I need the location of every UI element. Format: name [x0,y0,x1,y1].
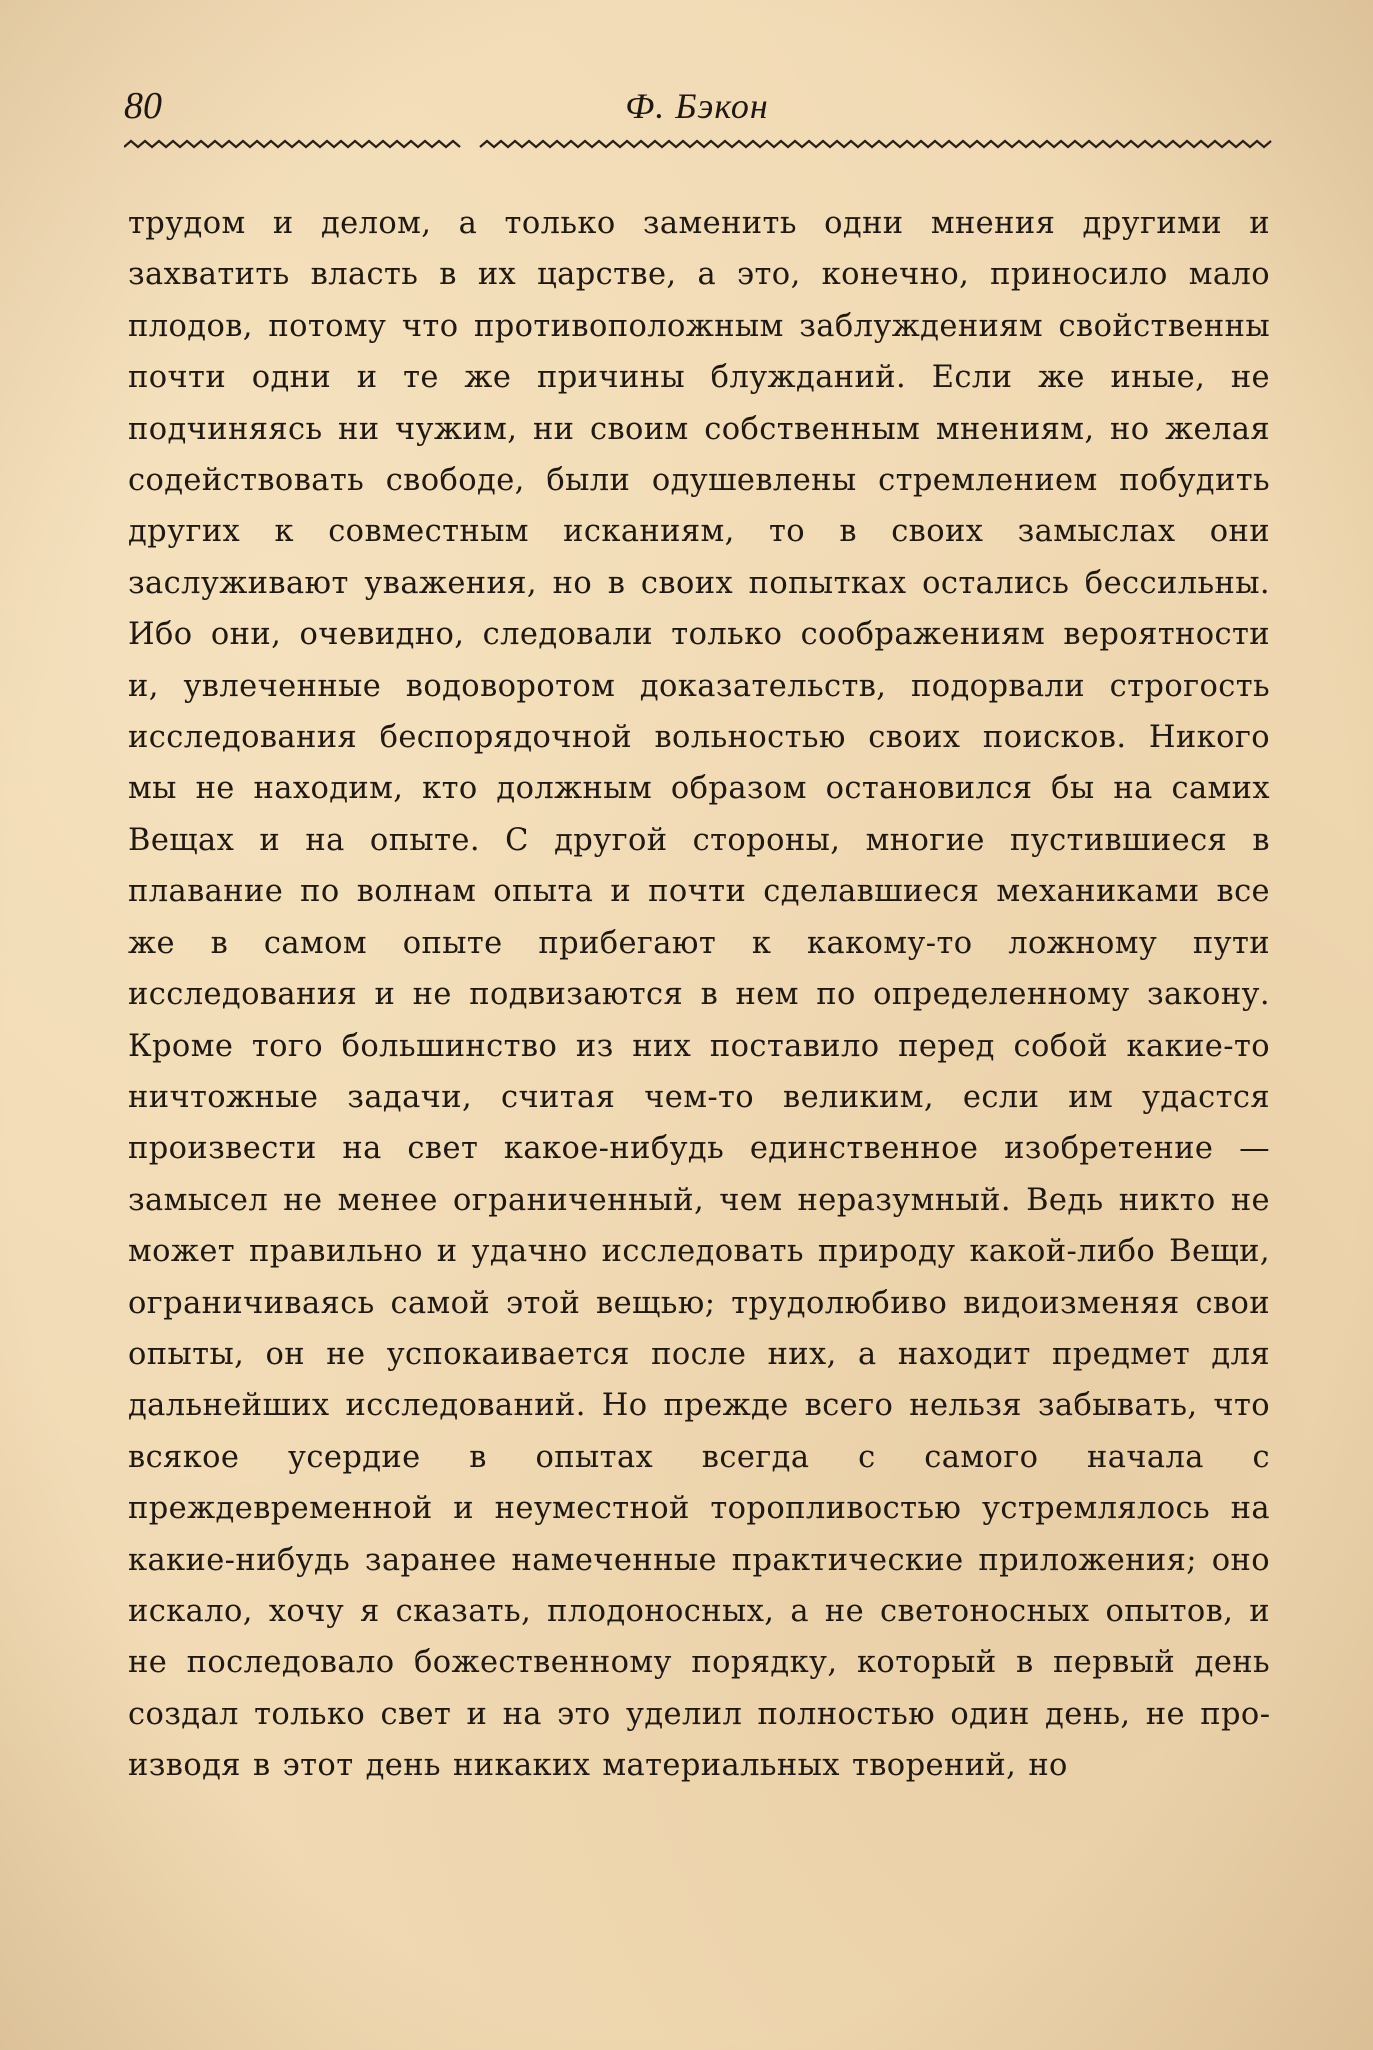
header-ornamental-rule [124,138,1272,150]
running-title: Ф. Бэкон [625,86,769,126]
page-header [124,78,1270,134]
zigzag-rule-icon [124,138,1272,150]
page-number: 80 [124,85,162,127]
body-paragraph: трудом и делом, а только заменить одни мнения другими и захватить власть в их царстве, а это, конечно, приносило мало плодов, потому что противоположным заблуждениям свойственны почти одни и те же причины блужданий. Если же иные, не подчиняясь ни чужим, ни своим собственным мнениям, но желая содействовать свободе, были одушевлены стремлением побудить других к совместным исканиям, то в своих замыслах они заслуживают уважения, но в своих попытках остались бессильны. Ибо они, очевидно, следовали только соображениям вероятности и, увлеченные водоворотом доказательств, подорвали строгость исследования беспорядочной вольностью своих поисков. Никого мы не находим, кто должным образом остановился бы на самих Вещах и на опыте. С другой стороны, многие пустившиеся в плавание по волнам опыта и почти сделавшиеся механиками все же в самом опыте прибегают к какому-то ложному пути исследования и не подвизаются в нем по определенному закону. Кроме того большинство из них поставило перед собой какие-то ничтожные задачи, считая чем-то великим, если им удастся произвести на свет какое-нибудь единственное изобретение — замысел не менее ограниченный, чем неразумный. Ведь никто не может правильно и удачно исследовать природу какой-либо Вещи, ограничиваясь самой этой вещью; трудолюбиво видоизменяя свои опыты, он не успокаивается после них, а находит предмет для дальнейших исследований. Но прежде всего нельзя забывать, что всякое усердие в опытах всегда с самого начала с преждевременной и неуместной торопливостью устремлялось на какие-нибудь заранее намеченные практические приложения; оно искало, хочу я сказать, плодоносных, а не светоносных опытов, и не последовало божественному порядку, который в первый день создал только свет и на это уделил полностью один день, не производя в этот день никаких материальных творений, но [128,206,1270,1784]
